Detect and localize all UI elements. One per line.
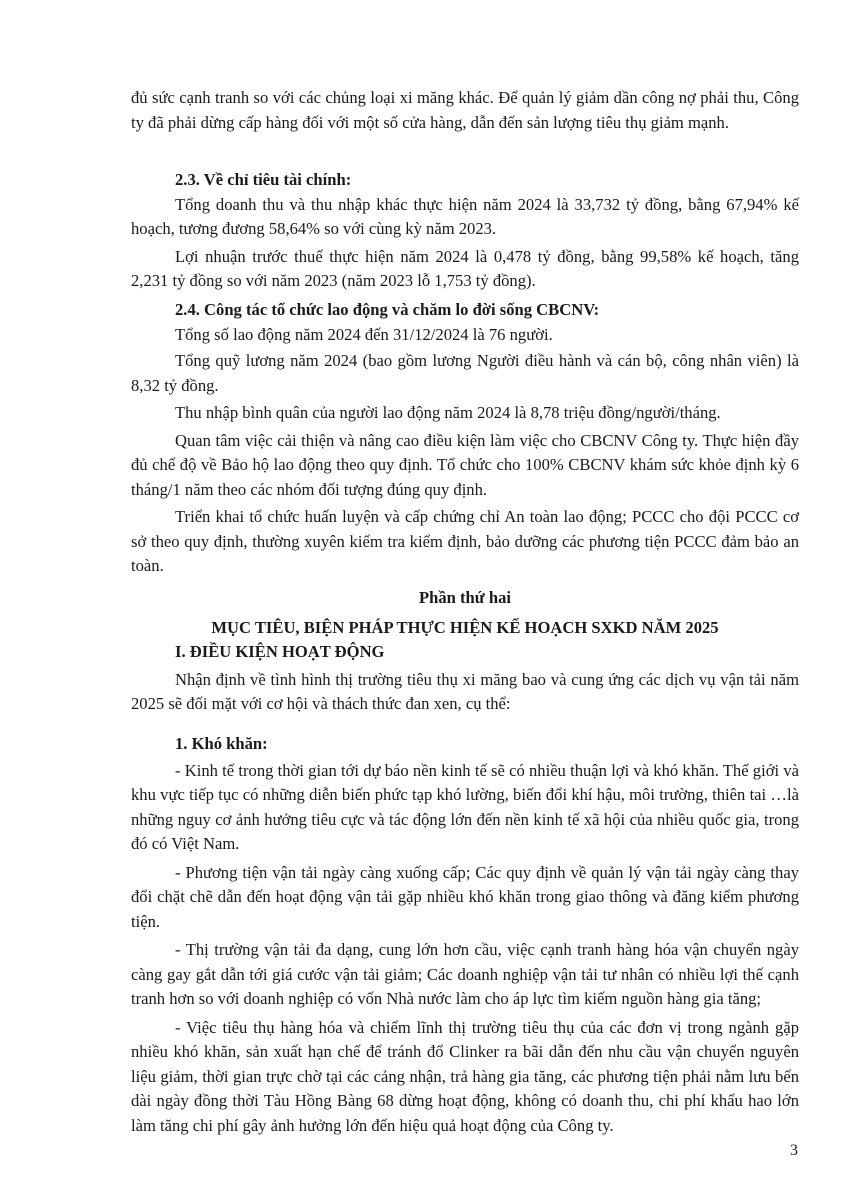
paragraph-payroll: Tổng quỹ lương năm 2024 (bao gồm lương Người điều hành và cán bộ, công nhân viên) là 8,32 tỷ đồng. <box>131 351 799 395</box>
paragraph-continuation: đủ sức cạnh tranh so với các chủng loại xi măng khác. Để quản lý giảm dần công nợ phải thu, Công ty đã phải dừng cấp hàng đối với một số cửa hàng, dẫn đến sản lượng tiêu thụ giảm mạnh. <box>131 88 799 132</box>
difficulty-vehicles: - Phương tiện vận tải ngày càng xuống cấp; Các quy định về quản lý vận tải ngày càng thay đổi chặt chẽ dẫn đến hoạt động vận tải gặp nhiều khó khăn trong giao thông và đăng kiểm phương tiện. <box>131 862 799 931</box>
difficulty-consumption: - Việc tiêu thụ hàng hóa và chiếm lĩnh thị trường tiêu thụ của các đơn vị trong ngành gặp nhiều khó khăn, sản xuất hạn chế để tránh đổ Clinker ra bãi dẫn đến nhu cầu vận chuyển nguyên liệu giảm, thời gian trực chờ tại các cảng nhận, trả hàng gia tăng, các phương tiện phải nằm lưu bến dài ngày đồng thời Tàu Hồng Bàng 68 dừng hoạt động, không có doanh thu, chi phí khấu hao lớn làm tăng chi phí gây ảnh hưởng lớn đến hiệu quả hoạt động của Công ty. <box>131 1017 799 1135</box>
difficulties-heading: 1. Khó khăn: <box>175 734 268 753</box>
section-heading-conditions: I. ĐIỀU KIỆN HOẠT ĐỘNG <box>175 642 385 661</box>
section-heading-2-4: 2.4. Công tác tổ chức lao động và chăm lo đời sống CBCNV: <box>175 300 600 319</box>
part-two-title: MỤC TIÊU, BIỆN PHÁP THỰC HIỆN KẾ HOẠCH SXKD NĂM 2025 <box>211 617 719 637</box>
section-heading-2-3: 2.3. Về chỉ tiêu tài chính: <box>175 170 352 189</box>
paragraph-headcount: Tổng số lao động năm 2024 đến 31/12/2024 là 76 người. <box>175 324 553 344</box>
paragraph-revenue: Tổng doanh thu và thu nhập khác thực hiện năm 2024 là 33,732 tỷ đồng, bằng 67,94% kế hoạch, tương đương 58,64% so với cùng kỳ năm 2023. <box>131 194 799 238</box>
intro-continuation <box>131 86 799 135</box>
difficulty-economy: - Kinh tế trong thời gian tới dự báo nền kinh tế sẽ có nhiều thuận lợi và khó khăn. Thế giới và khu vực tiếp tục có những diễn biến phức tạp khó lường, biến đổi khí hậu, môi trường, thiên tai …là những nguy cơ ảnh hưởng tiêu cực và tác động lớn đến nền kinh tế xã hội của nhiều quốc gia, trong đó có Việt Nam. <box>131 760 799 853</box>
part-two-label: Phần thứ hai <box>418 588 512 607</box>
difficulty-transport-market: - Thị trường vận tải đa dạng, cung lớn hơn cầu, việc cạnh tranh hàng hóa vận chuyển ngày càng gay gắt dẫn tới giá cước vận tải giảm; Các doanh nghiệp vận tải tư nhân có nhiều lợi thế cạnh tranh hơn so với doanh nghiệp có vốn Nhà nước làm cho áp lực tìm kiếm nguồn hàng gia tăng; <box>131 940 799 1008</box>
paragraph-income: Thu nhập bình quân của người lao động năm 2024 là 8,78 triệu đồng/người/tháng. <box>175 403 721 422</box>
section-2-4 <box>131 298 799 579</box>
paragraph-working-conditions: Quan tâm việc cải thiện và nâng cao điều kiện làm việc cho CBCNV Công ty. Thực hiện đầy đủ chế độ về Bảo hộ lao động theo quy định. Tổ chức cho 100% CBCNV khám sức khỏe định kỳ 6 tháng/1 năm theo các nhóm đối tượng đúng quy định. <box>131 430 799 499</box>
section-2-3 <box>131 168 799 294</box>
page-number: 3 <box>790 1142 798 1159</box>
paragraph-profit: Lợi nhuận trước thuế thực hiện năm 2024 là 0,478 tỷ đồng, bằng 99,58% kế hoạch, tăng 2,231 tỷ đồng so với năm 2023 (năm 2023 lỗ 1,753 tỷ đồng). <box>131 246 799 290</box>
paragraph-market-outlook: Nhận định về tình hình thị trường tiêu thụ xi măng bao và cung ứng các dịch vụ vận tải năm 2025 sẽ đối mặt với cơ hội và thách thức đan xen, cụ thể: <box>131 669 799 713</box>
part-two <box>131 586 799 717</box>
difficulties-section <box>131 732 799 1138</box>
paragraph-safety-training: Triển khai tổ chức huấn luyện và cấp chứng chỉ An toàn lao động; PCCC cho đội PCCC cơ sở theo quy định, thường xuyên kiểm tra kiểm định, bảo dưỡng các phương tiện PCCC đảm bảo an toàn. <box>131 507 799 575</box>
